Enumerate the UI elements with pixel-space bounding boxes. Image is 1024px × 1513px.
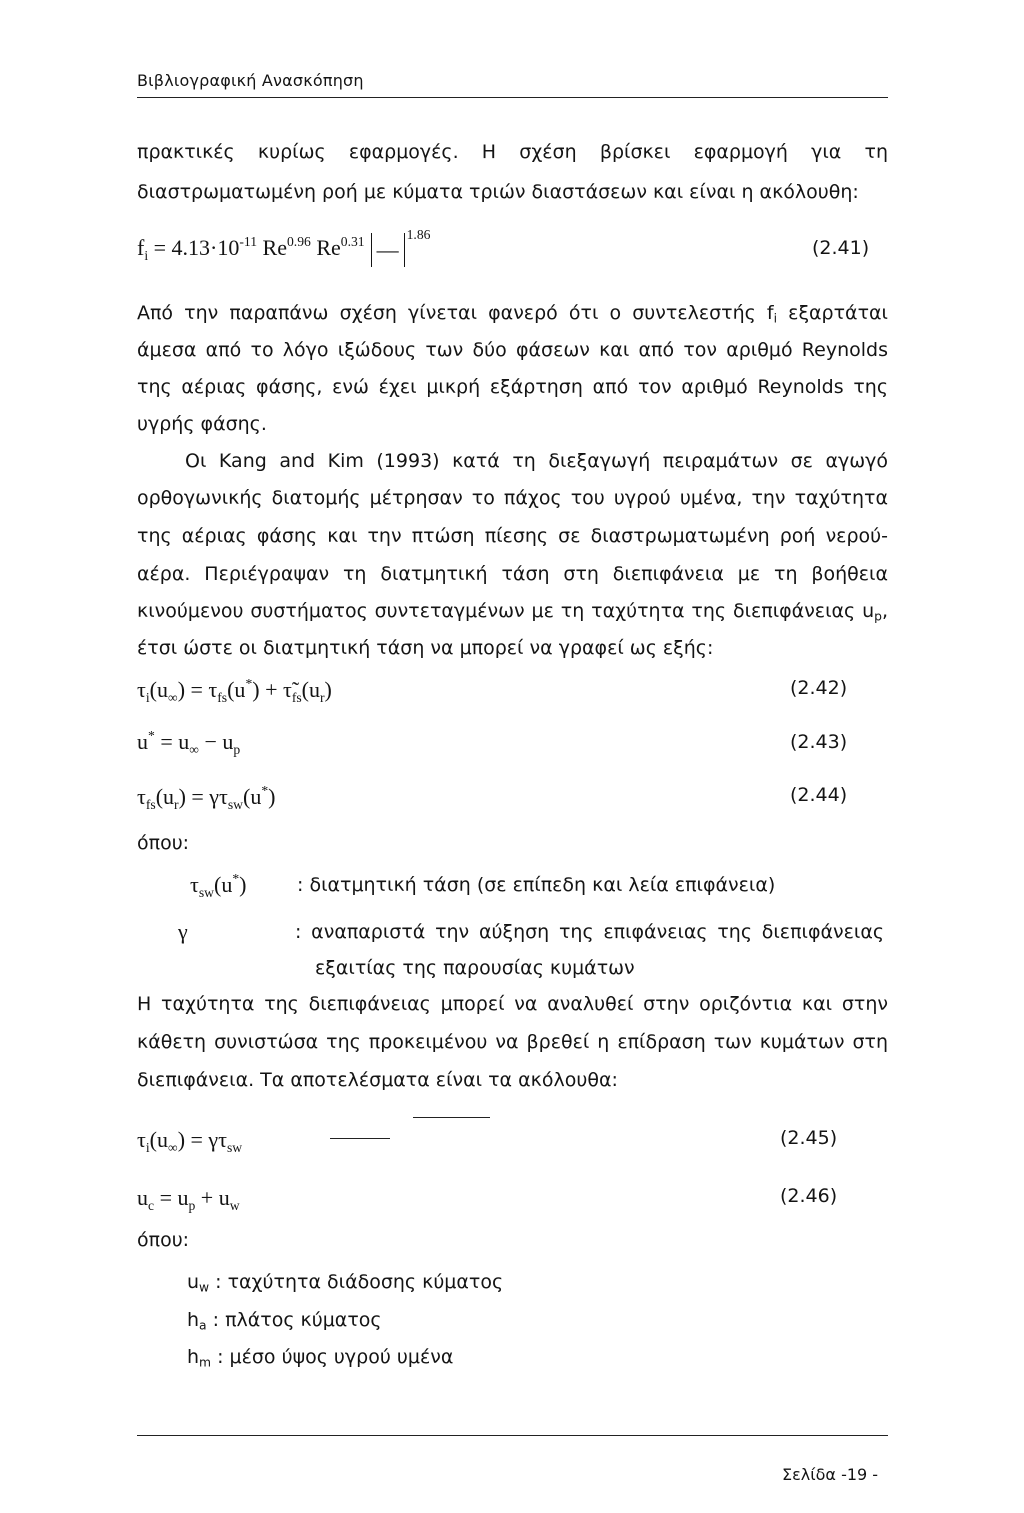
- math-subscript: i: [144, 247, 149, 263]
- definition-text: : πλάτος κύματος: [212, 1309, 382, 1331]
- equation-2-44: [137, 781, 275, 813]
- equation-number: (2.43): [790, 731, 848, 753]
- math-subscript: sw: [198, 884, 214, 900]
- header-rule: [137, 97, 888, 98]
- math-term: (u: [227, 677, 246, 702]
- math-term: (u: [155, 784, 175, 809]
- definition-text: : διατμητική τάση (σε επίπεδη και λεία επιφάνεια): [297, 874, 776, 896]
- footer-rule: [137, 1435, 888, 1436]
- paragraph-line: υγρής φάσης.: [137, 413, 267, 435]
- math-subscript: ∞: [189, 741, 199, 757]
- paragraph-line: Η ταχύτητα της διεπιφάνειας μπορεί να αναλυθεί στην οριζόντια και στην: [137, 993, 888, 1015]
- decorative-rule: [413, 1117, 490, 1118]
- math-bracket-group: —: [371, 233, 405, 267]
- line-text: κινούμενου συστήματος συντεταγμένων με τη ταχύτητα της διεπιφάνειας u: [137, 600, 875, 622]
- math-superscript: *: [261, 783, 269, 799]
- math-subscript: r: [320, 689, 325, 705]
- definition-item: [187, 1270, 503, 1294]
- paragraph-line: έτσι ώστε οι διατμητική τάση να μπορεί να γραφεί ως εξής:: [137, 637, 714, 659]
- math-term: = 4.13·10: [148, 235, 240, 260]
- decorative-rule: [330, 1138, 390, 1139]
- line-text: Από την παραπάνω σχέση γίνεται φανερό ότι ο συντελεστής f: [137, 302, 774, 324]
- math-term: u: [137, 729, 148, 754]
- page-number: Σελίδα -19 -: [782, 1465, 879, 1484]
- where-label: όπου:: [137, 1229, 190, 1251]
- math-term: h: [187, 1346, 200, 1368]
- math-subscript: r: [174, 796, 179, 812]
- math-superscript: -11: [239, 234, 258, 250]
- math-term: = u: [154, 1185, 189, 1210]
- paragraph-line: κάθετη συνιστώσα της προκειμένου να βρεθεί η επίδραση των κυμάτων στη: [137, 1031, 888, 1053]
- math-term: = u: [154, 729, 190, 754]
- paragraph-line: πρακτικές κυρίως εφαρμογές. Η σχέση βρίσκει εφαρμογή για τη: [137, 141, 888, 163]
- definition-symbol: [187, 1271, 209, 1293]
- math-subscript: m: [199, 1355, 212, 1370]
- math-term: ) = τ: [177, 677, 218, 702]
- math-subscript: sw: [226, 1139, 243, 1155]
- math-term: ): [268, 784, 276, 809]
- equation-2-43: [137, 726, 240, 758]
- paragraph-line: άμεσα από το λόγο ιξώδους των δύο φάσεων και από τον αριθμό Reynolds: [137, 339, 888, 361]
- math-term: Re: [310, 235, 341, 260]
- equation-2-42: [137, 674, 332, 706]
- math-subscript: i: [145, 689, 150, 705]
- paragraph-line: [137, 599, 888, 623]
- definition-text: : ταχύτητα διάδοσης κύματος: [215, 1271, 504, 1293]
- math-term: ): [324, 677, 332, 702]
- math-term: u: [137, 1185, 148, 1210]
- paragraph-line: της αέριας φάσης και την πτώση πίεσης σε διαστρωματωμένη ροή νερού-: [137, 525, 888, 547]
- math-superscript: *: [148, 728, 155, 744]
- definition-text: : αναπαριστά την αύξηση της επιφάνειας της διεπιφάνειας: [295, 921, 884, 943]
- equation-number: (2.46): [780, 1185, 838, 1207]
- math-term: τ: [137, 784, 146, 809]
- math-subscript: c: [148, 1197, 155, 1213]
- math-term: u: [187, 1271, 200, 1293]
- equation-number: (2.42): [790, 677, 848, 699]
- math-term: − u: [198, 729, 234, 754]
- paragraph-line: διαστρωματωμένη ροή με κύματα τριών διαστάσεων και είναι η ακόλουθη:: [137, 181, 859, 203]
- math-term: γ: [178, 919, 188, 944]
- math-term: τ: [190, 872, 199, 897]
- definition-text: εξαιτίας της παρουσίας κυμάτων: [315, 957, 635, 979]
- paragraph-line: ορθογωνικής διατομής μέτρησαν το πάχος του υγρού υμένα, την ταχύτητα: [137, 487, 888, 509]
- definition-text: : μέσο ύψος υγρού υμένα: [217, 1346, 454, 1368]
- math-subscript: w: [229, 1197, 240, 1213]
- paragraph-line: [137, 301, 888, 325]
- math-subscript: i: [145, 1139, 150, 1155]
- paragraph-line: Οι Kang and Kim (1993) κατά τη διεξαγωγή πειραμάτων σε αγωγό: [185, 450, 888, 472]
- definition-item: [187, 1308, 382, 1332]
- math-subscript: fs: [145, 796, 156, 812]
- equation-number: (2.45): [780, 1127, 838, 1149]
- math-subscript: ∞: [167, 689, 178, 705]
- math-subscript: p: [233, 741, 241, 757]
- math-subscript: a: [199, 1318, 207, 1333]
- math-term: ) + τ̃: [252, 677, 292, 702]
- definition-item: [187, 1345, 453, 1369]
- definition-symbol: [178, 916, 188, 948]
- math-subscript: fs: [291, 689, 302, 705]
- line-text: ,: [881, 600, 888, 622]
- math-term: (u: [149, 677, 168, 702]
- definition-symbol: [187, 1346, 211, 1368]
- math-term: h: [187, 1309, 200, 1331]
- paragraph-line: αέρα. Περιέγραψαν τη διατμητική τάση στη διεπιφάνεια με τη βοήθεια: [137, 563, 888, 585]
- math-superscript: 0.96: [286, 234, 311, 250]
- math-term: (u: [149, 1127, 168, 1152]
- math-term: ) = γτ: [178, 784, 228, 809]
- line-text: εξαρτάται: [777, 302, 888, 324]
- definition-symbol: [187, 1309, 207, 1331]
- math-subscript: w: [199, 1280, 210, 1295]
- math-term: τ: [137, 1127, 146, 1152]
- math-subscript: sw: [227, 796, 244, 812]
- math-subscript: p: [188, 1197, 196, 1213]
- math-term: τ: [137, 677, 146, 702]
- math-superscript: *: [232, 871, 240, 887]
- running-header: Βιβλιογραφική Ανασκόπηση: [137, 71, 364, 90]
- equation-2-45: [137, 1124, 242, 1156]
- math-term: (u: [301, 677, 320, 702]
- math-superscript: 1.86: [406, 227, 431, 243]
- paragraph-line: της αέριας φάσης, ενώ έχει μικρή εξάρτηση από τον αριθμό Reynolds της: [137, 376, 888, 398]
- equation-2-46: [137, 1182, 240, 1214]
- math-subscript: ∞: [167, 1139, 178, 1155]
- math-term: f: [137, 235, 145, 260]
- inline-subscript: i: [773, 311, 778, 326]
- equation-2-41: [137, 227, 431, 267]
- math-superscript: *: [245, 676, 253, 692]
- equation-number: (2.44): [790, 784, 848, 806]
- math-superscript: 0.31: [340, 234, 365, 250]
- inline-subscript: p: [874, 609, 882, 624]
- where-label: όπου:: [137, 832, 190, 854]
- math-term: ) = γτ: [177, 1127, 227, 1152]
- math-term: + u: [195, 1185, 230, 1210]
- math-term: (u: [214, 872, 233, 897]
- equation-number: (2.41): [812, 237, 870, 259]
- math-term: (u: [243, 784, 262, 809]
- math-term: Re: [257, 235, 287, 260]
- math-subscript: fs: [217, 689, 228, 705]
- math-term: ): [239, 872, 247, 897]
- definition-symbol: [190, 869, 246, 901]
- paragraph-line: διεπιφάνεια. Τα αποτελέσματα είναι τα ακόλουθα:: [137, 1069, 618, 1091]
